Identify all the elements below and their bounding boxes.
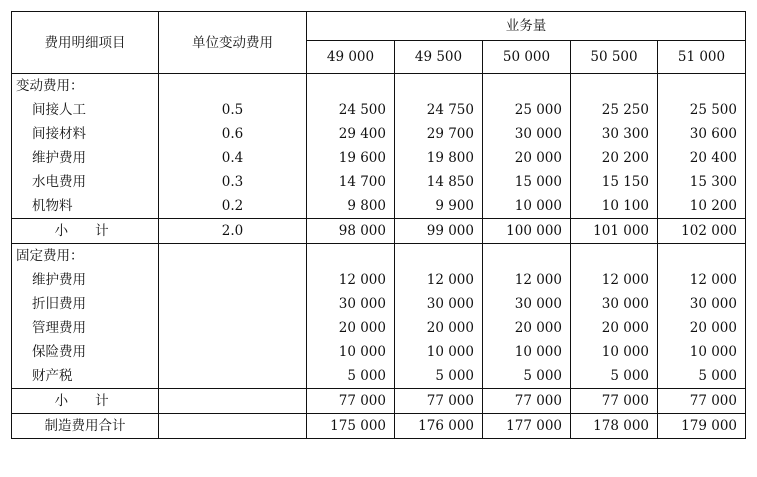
cell: 14 850 (395, 170, 483, 194)
volume-heading: 49 500 (395, 41, 483, 74)
cell: 20 000 (483, 146, 571, 170)
cell: 15 150 (571, 170, 658, 194)
table-row (12, 268, 746, 292)
cell: 10 000 (571, 340, 658, 364)
table-row (12, 122, 746, 146)
cell: 77 000 (483, 389, 571, 414)
cell: 30 600 (658, 122, 746, 146)
unit-cost-empty (159, 389, 307, 414)
cell: 10 000 (483, 340, 571, 364)
cell: 20 000 (571, 316, 658, 340)
table-row (12, 292, 746, 316)
cell: 10 000 (483, 194, 571, 219)
header-unit-cost: 单位变动费用 (159, 12, 307, 74)
table-row (12, 316, 746, 340)
cell: 9 900 (395, 194, 483, 219)
cell: 9 800 (307, 194, 395, 219)
volume-heading: 51 000 (658, 41, 746, 74)
cell: 20 000 (658, 316, 746, 340)
cell: 25 000 (483, 98, 571, 122)
cell: 30 300 (571, 122, 658, 146)
cell: 77 000 (571, 389, 658, 414)
cell: 178 000 (571, 414, 658, 439)
cell: 20 200 (571, 146, 658, 170)
cell: 29 700 (395, 122, 483, 146)
row-label: 机物料 (12, 194, 159, 219)
header-volume: 业务量 (307, 12, 746, 41)
cell: 10 000 (395, 340, 483, 364)
cell: 77 000 (658, 389, 746, 414)
table-row (12, 194, 746, 219)
fixed-subtotal-row (12, 389, 746, 414)
row-label: 财产税 (12, 364, 159, 389)
total-row (12, 414, 746, 439)
cell: 77 000 (395, 389, 483, 414)
unit-cost-empty (159, 364, 307, 389)
row-label: 管理费用 (12, 316, 159, 340)
cell: 12 000 (658, 268, 746, 292)
row-label: 水电费用 (12, 170, 159, 194)
table-row (12, 340, 746, 364)
cell: 15 300 (658, 170, 746, 194)
cell: 24 500 (307, 98, 395, 122)
table-row (12, 98, 746, 122)
table-row (12, 146, 746, 170)
cell: 5 000 (395, 364, 483, 389)
unit-cost-empty (159, 292, 307, 316)
unit-cost: 0.5 (159, 98, 307, 122)
row-label: 维护费用 (12, 268, 159, 292)
cell: 30 000 (483, 292, 571, 316)
row-label: 折旧费用 (12, 292, 159, 316)
section-title-row (12, 244, 746, 269)
cell: 177 000 (483, 414, 571, 439)
cell: 15 000 (483, 170, 571, 194)
subtotal-label: 小 计 (12, 389, 159, 414)
cell: 10 000 (307, 340, 395, 364)
cell: 20 000 (483, 316, 571, 340)
cell: 175 000 (307, 414, 395, 439)
unit-cost: 0.3 (159, 170, 307, 194)
cell: 20 000 (395, 316, 483, 340)
cell: 25 500 (658, 98, 746, 122)
unit-cost-empty (159, 414, 307, 439)
cell: 20 000 (307, 316, 395, 340)
cell: 176 000 (395, 414, 483, 439)
unit-cost-subtotal: 2.0 (159, 219, 307, 244)
unit-cost-empty (159, 316, 307, 340)
cell: 20 400 (658, 146, 746, 170)
cell: 5 000 (571, 364, 658, 389)
cell: 5 000 (658, 364, 746, 389)
cell: 10 200 (658, 194, 746, 219)
table-row (12, 364, 746, 389)
cell: 30 000 (571, 292, 658, 316)
subtotal-label: 小 计 (12, 219, 159, 244)
cell: 30 000 (307, 292, 395, 316)
cell: 14 700 (307, 170, 395, 194)
header-row-1 (12, 12, 746, 41)
cell: 29 400 (307, 122, 395, 146)
unit-cost-empty (159, 340, 307, 364)
cell: 24 750 (395, 98, 483, 122)
cell: 30 000 (395, 292, 483, 316)
unit-cost: 0.6 (159, 122, 307, 146)
cell: 12 000 (307, 268, 395, 292)
cell: 5 000 (307, 364, 395, 389)
budget-table-container (11, 11, 746, 439)
cell: 12 000 (395, 268, 483, 292)
cell: 10 000 (658, 340, 746, 364)
row-label: 间接材料 (12, 122, 159, 146)
cell: 99 000 (395, 219, 483, 244)
volume-heading: 50 000 (483, 41, 571, 74)
cell: 102 000 (658, 219, 746, 244)
unit-cost: 0.4 (159, 146, 307, 170)
cell: 101 000 (571, 219, 658, 244)
cell: 30 000 (658, 292, 746, 316)
row-label: 保险费用 (12, 340, 159, 364)
fixed-section-title: 固定费用： (12, 244, 159, 269)
total-label: 制造费用合计 (12, 414, 159, 439)
cell: 77 000 (307, 389, 395, 414)
flexible-budget-table (11, 11, 746, 439)
variable-section-title: 变动费用： (12, 74, 159, 99)
unit-cost-empty (159, 268, 307, 292)
cell: 100 000 (483, 219, 571, 244)
cell: 19 800 (395, 146, 483, 170)
cell: 10 100 (571, 194, 658, 219)
cell: 12 000 (483, 268, 571, 292)
cell: 30 000 (483, 122, 571, 146)
cell: 98 000 (307, 219, 395, 244)
volume-heading: 50 500 (571, 41, 658, 74)
cell: 19 600 (307, 146, 395, 170)
table-row (12, 170, 746, 194)
volume-heading: 49 000 (307, 41, 395, 74)
header-item: 费用明细项目 (12, 12, 159, 74)
section-title-row (12, 74, 746, 99)
variable-subtotal-row (12, 219, 746, 244)
row-label: 间接人工 (12, 98, 159, 122)
row-label: 维护费用 (12, 146, 159, 170)
cell: 25 250 (571, 98, 658, 122)
cell: 5 000 (483, 364, 571, 389)
cell: 12 000 (571, 268, 658, 292)
cell: 179 000 (658, 414, 746, 439)
unit-cost: 0.2 (159, 194, 307, 219)
